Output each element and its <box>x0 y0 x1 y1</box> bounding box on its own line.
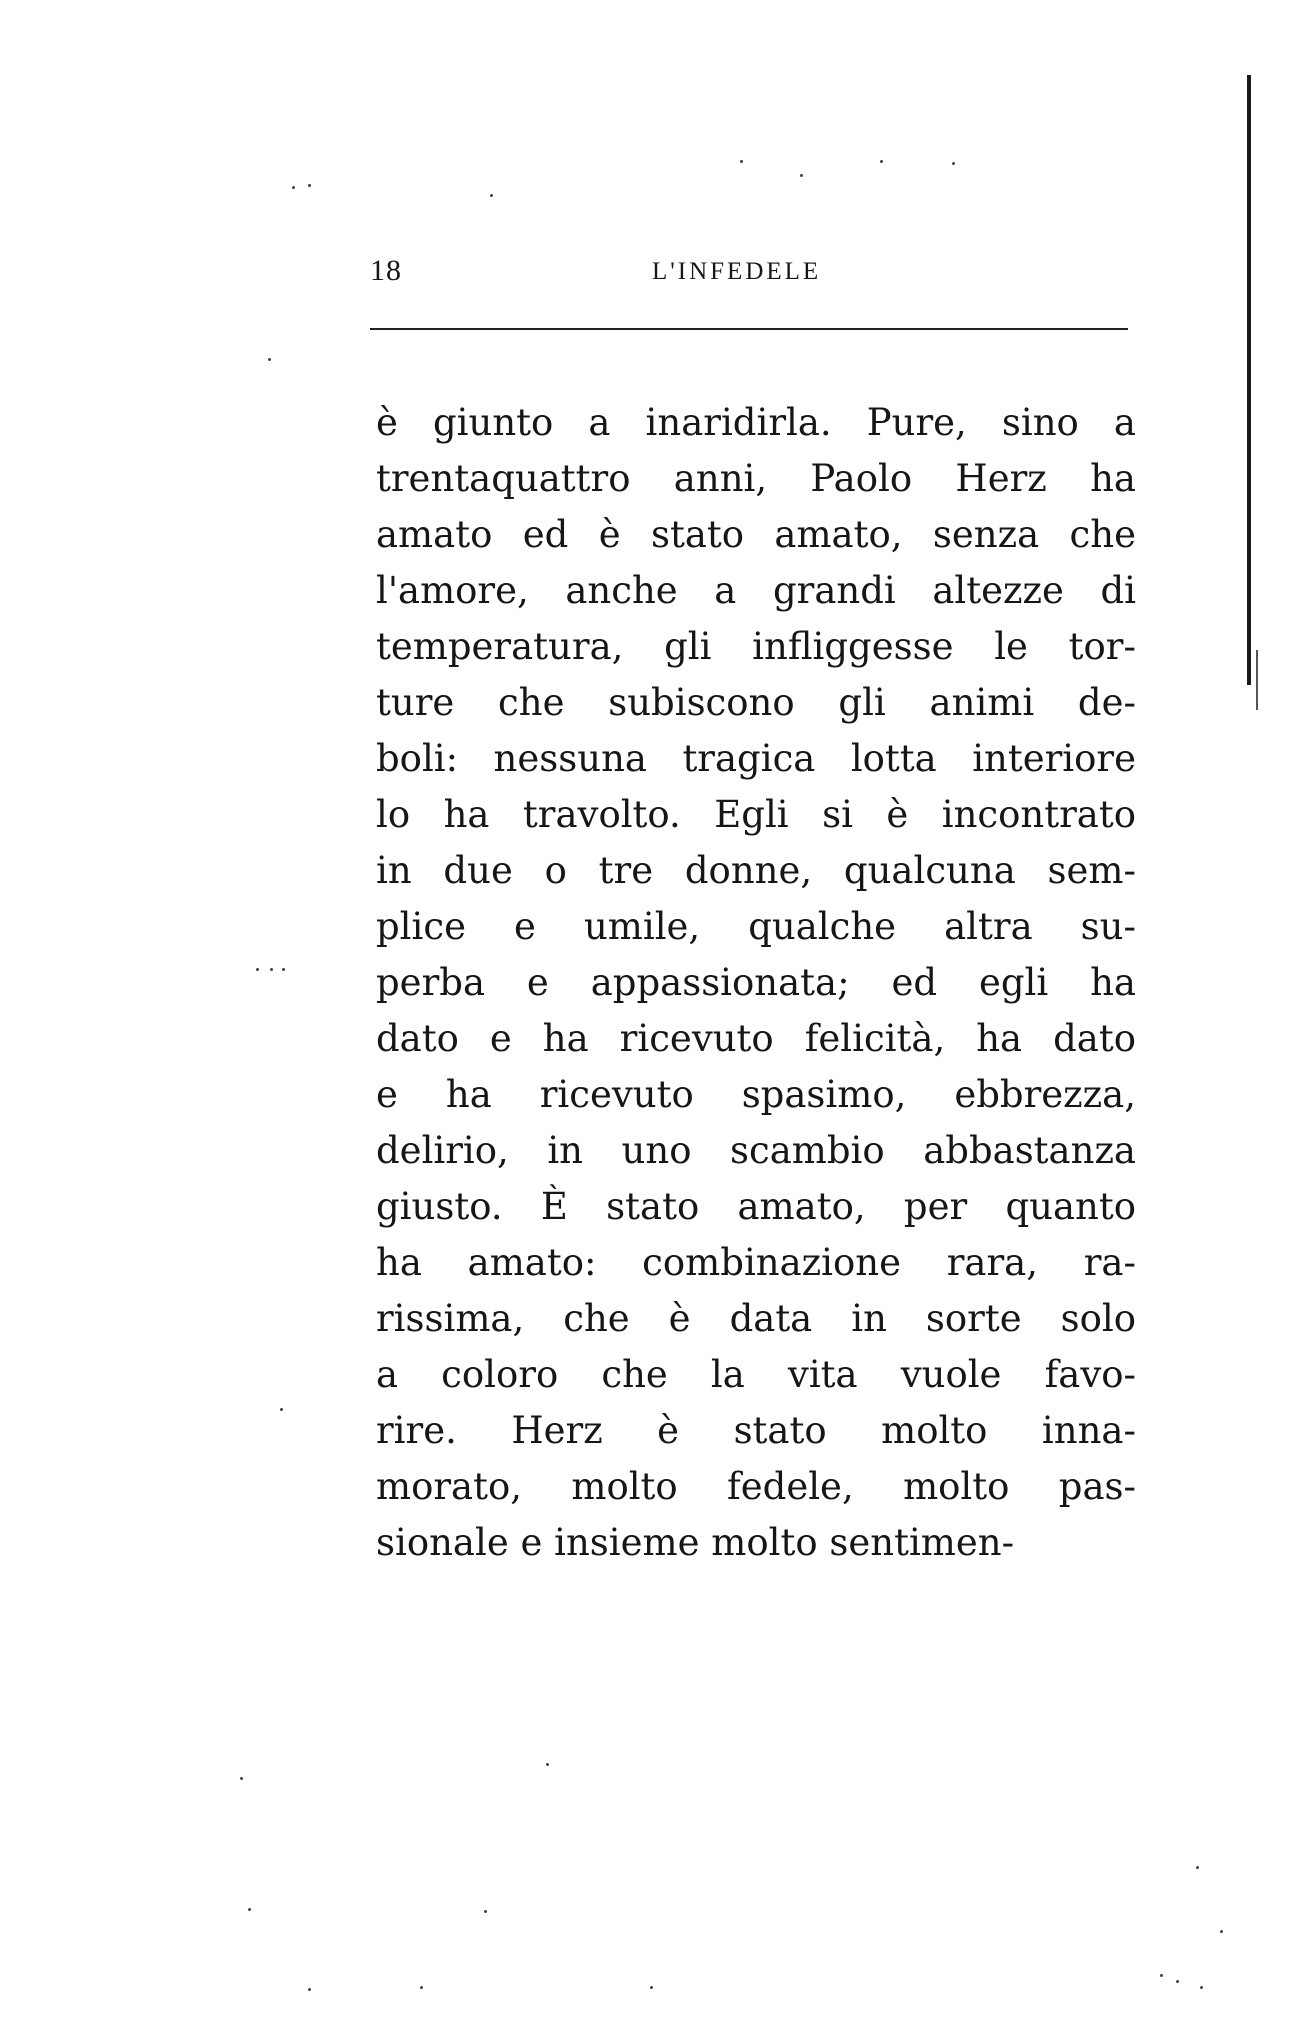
text-line: a coloro che la vita vuole favo- <box>376 1353 1136 1396</box>
text-line: dato e ha ricevuto felicità, ha dato <box>376 1017 1136 1060</box>
text-line: ture che subiscono gli animi de- <box>376 681 1136 724</box>
scan-speck <box>270 968 273 971</box>
text-line: morato, molto fedele, molto pas- <box>376 1465 1136 1508</box>
scan-speck <box>308 184 311 187</box>
header-rule <box>370 328 1128 330</box>
body-text <box>376 395 1136 1571</box>
text-line: ha amato: combinazione rara, ra- <box>376 1241 1136 1284</box>
scan-speck <box>420 1986 423 1989</box>
scan-speck <box>256 968 259 971</box>
scan-speck <box>880 160 883 163</box>
scan-speck <box>484 1910 487 1913</box>
scan-speck <box>1200 1986 1203 1989</box>
text-line: l'amore, anche a grandi altezze di <box>376 569 1136 612</box>
scan-speck <box>490 194 493 197</box>
scan-speck <box>308 1988 311 1991</box>
scan-speck <box>1196 1866 1199 1869</box>
scan-speck <box>1176 1980 1179 1983</box>
text-line: temperatura, gli infliggesse le tor- <box>376 625 1136 668</box>
scan-speck <box>280 1408 283 1411</box>
text-line: e ha ricevuto spasimo, ebbrezza, <box>376 1073 1136 1116</box>
text-line: rissima, che è data in sorte solo <box>376 1297 1136 1340</box>
scan-speck <box>282 968 285 971</box>
text-line: plice e umile, qualche altra su- <box>376 905 1136 948</box>
text-line: lo ha travolto. Egli si è incontrato <box>376 793 1136 836</box>
text-line: trentaquattro anni, Paolo Herz ha <box>376 457 1136 500</box>
text-line: amato ed è stato amato, senza che <box>376 513 1136 556</box>
text-line: in due o tre donne, qualcuna sem- <box>376 849 1136 892</box>
text-line: è giunto a inaridirla. Pure, sino a <box>376 401 1136 444</box>
text-line: perba e appassionata; ed egli ha <box>376 961 1136 1004</box>
scan-speck <box>952 162 955 165</box>
scan-speck <box>292 186 295 189</box>
scan-speck <box>1220 1930 1223 1933</box>
scan-speck <box>740 160 743 163</box>
page-header <box>370 254 1130 294</box>
text-line: boli: nessuna tragica lotta interiore <box>376 737 1136 780</box>
binding-edge-tail <box>1256 650 1258 710</box>
page-number: 18 <box>370 254 402 287</box>
running-title: L'INFEDELE <box>652 258 822 285</box>
scan-speck <box>800 174 803 177</box>
text-line: sionale e insieme molto sentimen- <box>376 1521 1015 1564</box>
text-line: rire. Herz è stato molto inna- <box>376 1409 1136 1452</box>
text-line: giusto. È stato amato, per quanto <box>376 1185 1136 1228</box>
scan-speck <box>240 1777 243 1780</box>
scan-speck <box>546 1763 549 1766</box>
scan-speck <box>1160 1974 1163 1977</box>
text-line: delirio, in uno scambio abbastanza <box>376 1129 1136 1172</box>
scan-speck <box>650 1986 653 1989</box>
scan-speck <box>268 358 271 361</box>
scan-speck <box>248 1908 251 1911</box>
binding-edge <box>1247 75 1251 685</box>
